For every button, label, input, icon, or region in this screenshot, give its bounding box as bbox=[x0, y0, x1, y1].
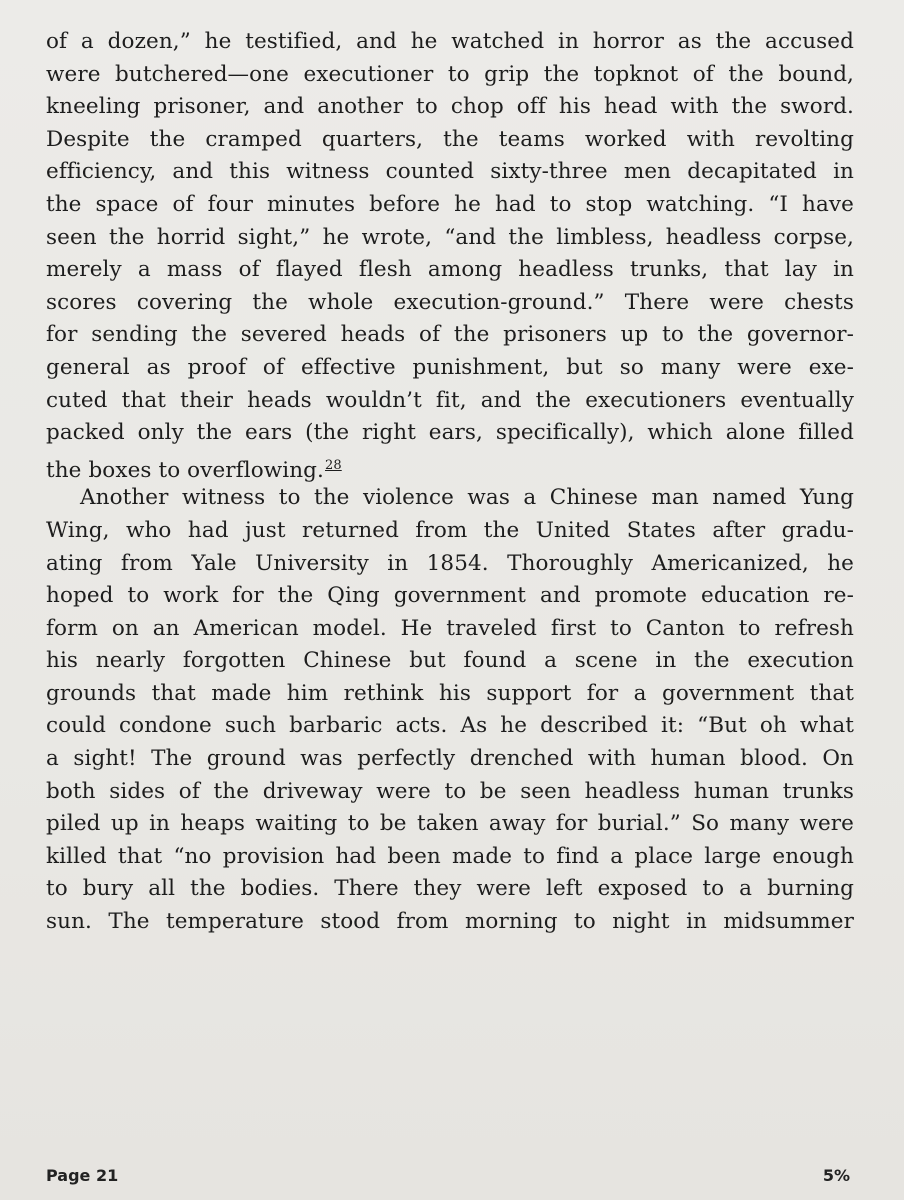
page-number: Page 21 bbox=[46, 1166, 119, 1185]
text-line: Another witness to the violence was a Chinese man named Yung bbox=[80, 485, 854, 511]
last-line-text: the boxes to overflowing. bbox=[46, 457, 324, 483]
text-line: form on an American model. He traveled first to Canton to refresh bbox=[46, 615, 854, 641]
book-text bbox=[46, 26, 854, 939]
text-line: seen the horrid sight,” he wrote, “and the limbless, headless corpse, bbox=[46, 224, 854, 250]
text-line: Despite the cramped quarters, the teams worked with revolting bbox=[46, 126, 854, 152]
text-line: the space of four minutes before he had to stop watching. “I have bbox=[46, 191, 854, 217]
text-line: both sides of the driveway were to be seen headless human trunks bbox=[46, 778, 854, 804]
text-line: piled up in heaps waiting to be taken away for burial.” So many were bbox=[46, 811, 854, 837]
text-line: to bury all the bodies. There they were left exposed to a burning bbox=[46, 876, 854, 902]
text-line: grounds that made him rethink his support for a government that bbox=[46, 680, 854, 706]
text-line: killed that “no provision had been made to find a place large enough bbox=[46, 843, 854, 869]
text-line: sun. The temperature stood from morning to night in midsummer bbox=[46, 909, 854, 935]
text-line: merely a mass of flayed flesh among headless trunks, that lay in bbox=[46, 257, 854, 283]
text-line: were butchered—one executioner to grip the topknot of the bound, bbox=[46, 61, 854, 87]
text-line: could condone such barbaric acts. As he described it: “But oh what bbox=[46, 713, 854, 739]
reading-progress: 5% bbox=[822, 1166, 850, 1185]
text-line: of a dozen,” he testified, and he watched in horror as the accused bbox=[46, 29, 854, 54]
text-line: a sight! The ground was perfectly drenched with human blood. On bbox=[46, 746, 854, 772]
paragraph-2 bbox=[46, 482, 854, 938]
text-line: kneeling prisoner, and another to chop off his head with the sword. bbox=[46, 94, 854, 120]
text-line: Wing, who had just returned from the United States after gradu- bbox=[46, 517, 854, 543]
text-line: cuted that their heads wouldn’t fit, and the executioners eventually bbox=[46, 387, 854, 413]
footnote-link[interactable]: 28 bbox=[324, 457, 342, 473]
text-line: efficiency, and this witness counted sixty-three men decapitated in bbox=[46, 159, 854, 185]
text-line: general as proof of effective punishment, but so many were exe- bbox=[46, 354, 854, 380]
text-line: his nearly forgotten Chinese but found a scene in the execution bbox=[46, 648, 854, 674]
text-line: scores covering the whole execution-ground.” There were chests bbox=[46, 289, 854, 315]
reader-footer bbox=[46, 1166, 850, 1190]
paragraph-1 bbox=[46, 26, 854, 482]
text-line: ating from Yale University in 1854. Thoroughly Americanized, he bbox=[46, 550, 854, 576]
text-line: packed only the ears (the right ears, specifically), which alone filled bbox=[46, 420, 854, 446]
text-line: hoped to work for the Qing government and promote education re- bbox=[46, 583, 854, 609]
text-line: for sending the severed heads of the prisoners up to the governor- bbox=[46, 322, 854, 348]
text-line-last bbox=[46, 450, 854, 483]
